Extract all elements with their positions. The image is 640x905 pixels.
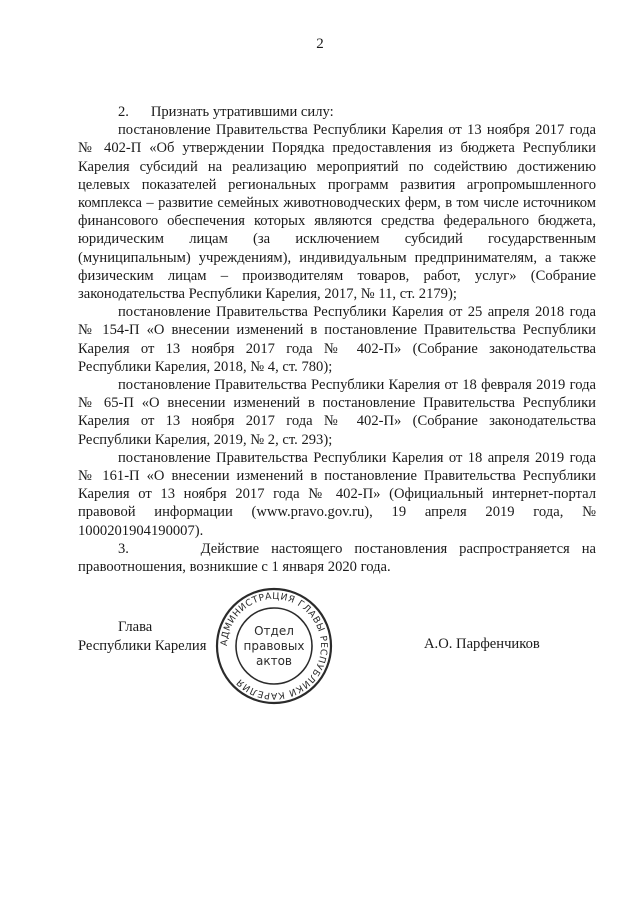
stamp-center-line3: актов xyxy=(255,654,293,668)
paragraph-decree-154: постановление Правительства Республики Карелия от 25 апреля 2018 года № 154-П «О внесении изменений в постановление Правительства Республики Карелия от 13 ноября 2017 года № 402-П» (Собрание законодательства Республики Карелия, 2018, № 4, ст. 780); xyxy=(78,304,596,375)
paragraph-decree-402: постановление Правительства Республики Карелия от 13 ноября 2017 года № 402-П «Об утверждении Порядка предоставления из бюджета Республики Карелия субсидий на реализацию мероприятий по содействию достижению целевых показателей региональных программ развития агропромышленного комплекса – развитие семейных животноводческих ферм, в том числе источником финансового обеспечения которых являются средства федерального бюджета, юридическим лицам (за исключением субсидий государственным (муниципальным) учреждениям), индивидуальным предпринимателям, а также физическим лицам – производителям товаров, работ, услуг» (Собрание законодательства Республики Карелия, 2017, № 11, ст. 2179); xyxy=(78,122,596,303)
stamp-ring-text: АДМИНИСТРАЦИЯ ГЛАВЫ РЕСПУБЛИКИ КАРЕЛИЯ xyxy=(218,590,330,702)
signatory-title-line2: Республики Карелия xyxy=(78,637,207,654)
paragraph-item-2: 2. Признать утратившими силу: xyxy=(118,104,334,120)
paragraph-decree-65: постановление Правительства Республики Карелия от 18 февраля 2019 года № 65-П «О внесении изменений в постановление Правительства Республики Карелия от 13 ноября 2017 года № 402-П» (Собрание законодательства Республики Карелия, 2019, № 2, ст. 293); xyxy=(78,377,596,448)
page-number: 2 xyxy=(316,36,324,52)
document-body xyxy=(78,103,596,576)
signatory-title-line1: Глава xyxy=(118,619,153,635)
paragraph-decree-161: постановление Правительства Республики Карелия от 18 апреля 2019 года № 161-П «О внесении изменений в постановление Правительства Республики Карелия от 13 ноября 2017 года № 402-П» (Официальный интернет-портал правовой информации (www.pravo.gov.ru), 19 апреля 2019 года, № 1000201904190007). xyxy=(78,449,596,539)
official-stamp xyxy=(213,585,335,707)
paragraph-item-3: 3. Действие настоящего постановления распространяется на правоотношения, возникшие с 1 января 2020 года. xyxy=(78,540,596,576)
signatory-name: А.О. Парфенчиков xyxy=(424,636,540,652)
signatory-title xyxy=(78,618,228,655)
stamp-center-line1: Отдел xyxy=(254,624,294,638)
stamp-center-line2: правовых xyxy=(243,639,305,653)
